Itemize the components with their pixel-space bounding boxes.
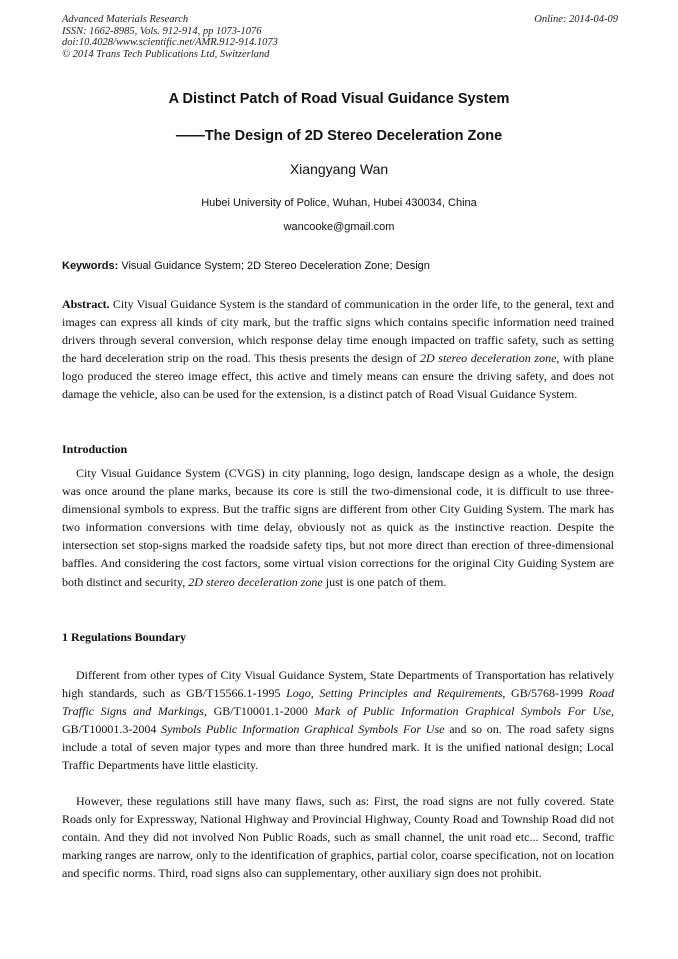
section-1-paragraph-2: However, these regulations still have many flaws, such as: First, the road signs are not fully covered. State Roads only for Expressway, National Highway and Provincial Highway, County Road and Township Road did not contain. And they did not involved Non Public Roads, such as small channel, the unit road etc... Second, traffic marking ranges are narrow, only to the identification of graphics, partial color, coarse specification, not on location and specific norms. Third, road signs also can supplementary, other auxiliary sign does not prohibit. [62,794,614,881]
copyright-line: © 2014 Trans Tech Publications Ltd, Switzerland [62,48,270,60]
introduction-text-2: just is one patch of them. [325,574,447,589]
section-1-text-1: Different from other types of City Visual Guidance System, State Departments of Transportation has relatively high standards, such as GB/T15566.1-1995 [62,668,614,701]
section-1-text-3: , GB/T10001.1-2000 [203,704,308,719]
abstract-italic-1: 2D stereo deceleration zone [419,351,557,366]
section-1-heading: 1 Regulations Boundary [62,630,187,644]
abstract [62,295,614,404]
introduction-text-1: City Visual Guidance System (CVGS) in city planning, logo design, landscape design as a whole, the design was once around the plane marks, because its core is still the two-dimensional code, it is difficult to use three-dimensional symbols to express. But the traffic signs are different from other City Guiding System. The mark has two information conversions with time delay, obviously not as quick as the instinctive reaction. Despite the intersection set stop-signs marked the roadside safety tips, but not more direct than erection of three-dimensional baffles. And considering the cost factors, some virtual vision corrections for the original City Guiding System are both distinct and security, [62,466,614,589]
section-1-text-5: and so on. The road safety signs include a total of seven major types and more than three hundred mark. It is the unified national design; Local Traffic Departments have little elasticity. [62,722,614,773]
doi-line: doi:10.4028/www.scientific.net/AMR.912-914.1073 [62,37,278,48]
paper-subtitle: ——The Design of 2D Stereo Deceleration Zone [175,128,503,144]
abstract-label: Abstract. [62,297,110,311]
journal-header [62,14,618,60]
author-email: wancooke@gmail.com [283,221,395,233]
abstract-text-1: City Visual Guidance System is the standard of communication in the order life, to the general, text and images can express all kinds of city mark, but the traffic signs which contains specific information need trained drivers through several conversion, which response delay time enough impacted on traffic safety, such as setting the hard deceleration strip on the road. This thesis presents the design of [62,297,614,366]
introduction-paragraph [62,464,614,591]
issn-line: ISSN: 1662-8985, Vols. 912-914, pp 1073-1076 [62,25,262,37]
online-date: Online: 2014-04-09 [534,14,618,25]
keywords [62,260,616,272]
abstract-text-2: , with plane logo produced the stereo image effect, this active and timely means can ensure the driving safety, and does not damage the vehicle, also can be used for the extension, is a distinct patch of Road Visual Guidance System. [62,351,614,402]
section-1-paragraph-1 [62,666,614,775]
section-1-text-2: , GB/5768-1999 [502,686,584,701]
introduction-italic-1: 2D stereo deceleration zone [188,574,323,589]
keywords-text: Visual Guidance System; 2D Stereo Deceleration Zone; Design [121,260,430,272]
section-1-italic-3: Mark of Public Information Graphical Symbols For Use [314,704,611,719]
journal-name: Advanced Materials Research [62,14,189,25]
affiliation: Hubei University of Police, Wuhan, Hubei 430034, China [201,197,477,209]
author-name: Xiangyang Wan [289,161,389,177]
paper-title: A Distinct Patch of Road Visual Guidance System [168,91,510,107]
section-1-italic-2: Road Traffic Signs and Markings [62,686,615,719]
keywords-label: Keywords: [62,260,119,272]
section-1-text-4: , GB/T10001.3-2004 [62,704,614,737]
introduction-heading: Introduction [62,442,128,456]
section-1-italic-1: Logo, Setting Principles and Requirements [286,686,503,701]
section-1-italic-4: Symbols Public Information Graphical Symbols For Use [161,722,445,737]
